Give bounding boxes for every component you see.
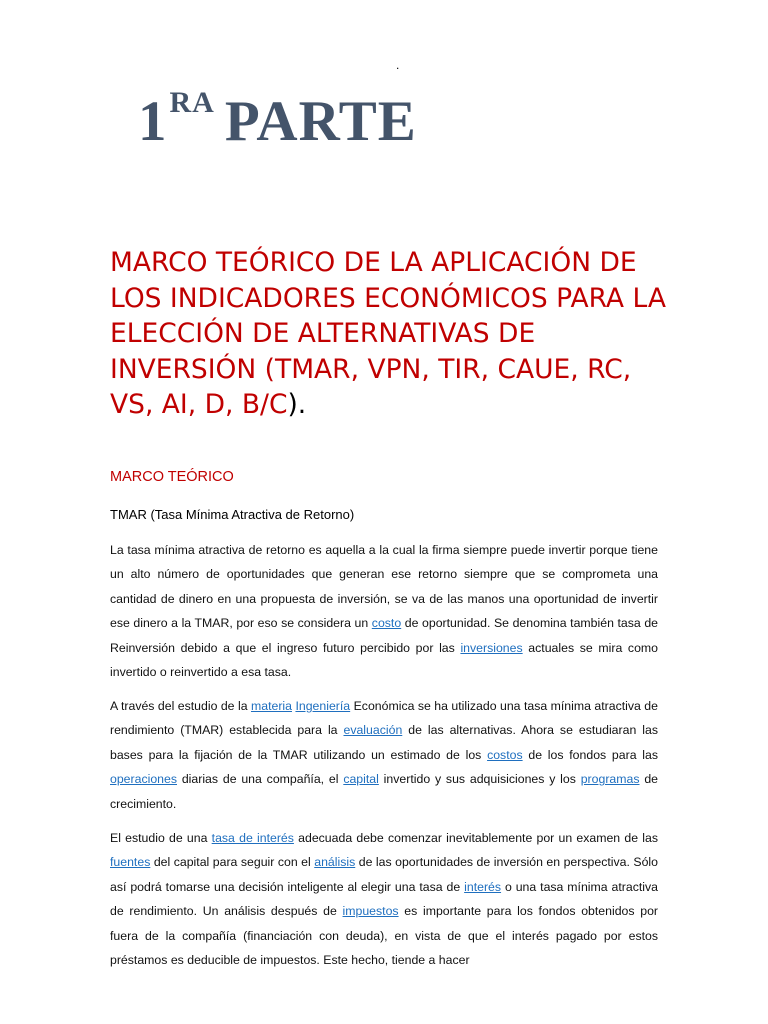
- text-run: de oportunidad. Se denomina también tasa de Reinversión debido a que el ingreso futuro percibido por las: [110, 616, 658, 655]
- text-run: El estudio de una: [110, 831, 212, 845]
- paragraph-tmar-definition: [110, 538, 658, 684]
- document-title: [110, 245, 670, 423]
- part-superscript: RA: [169, 86, 215, 119]
- text-run: La tasa mínima atractiva de retorno es aquella a la cual la firma siempre puede invertir porque tiene un alto número de oportunidades que generan ese retorno siempre que se comprometa una cantidad de dinero en una propuesta de inversión, se va de las manos una oportunidad de invertir ese dinero a la TMAR, por eso se considera un: [110, 543, 658, 631]
- text-run: de las oportunidades de inversión en perspectiva. Sólo así podrá tomarse una decisión inteligente al elegir una tasa de: [110, 855, 658, 894]
- link-fuentes[interactable]: fuentes: [110, 855, 151, 870]
- document-title-main: MARCO TEÓRICO DE LA APLICACIÓN DE LOS INDICADORES ECONÓMICOS PARA LA ELECCIÓN DE ALTERNATIVAS DE INVERSIÓN (TMAR, VPN, TIR, CAUE, RC, VS, AI, D, B/C: [110, 247, 666, 420]
- text-run: adecuada debe comenzar inevitablemente por un examen de las: [293, 831, 658, 845]
- paragraph-interest-rate: [110, 826, 658, 972]
- link-capital[interactable]: capital: [343, 772, 379, 787]
- link-impuestos[interactable]: impuestos: [342, 904, 399, 919]
- text-run: de las alternativas. Ahora se estudiaran las bases para la fijación de la TMAR utilizando un estimado de los: [110, 723, 658, 762]
- text-run: actuales se mira como invertido o reinvertido a esa tasa.: [110, 640, 658, 680]
- text-run: A través del estudio de la: [110, 699, 251, 713]
- text-run: de los fondos para las: [522, 747, 659, 762]
- link-operaciones[interactable]: operaciones: [110, 772, 177, 787]
- text-run: o una tasa mínima atractiva de rendimiento. Un análisis después de: [110, 879, 659, 919]
- link-analisis[interactable]: análisis: [314, 855, 356, 870]
- link-materia[interactable]: materia: [250, 699, 292, 713]
- link-costos[interactable]: costos: [487, 747, 523, 762]
- part-title: [138, 84, 417, 169]
- link-ingenieria[interactable]: Ingeniería: [295, 699, 351, 713]
- link-costo[interactable]: costo: [371, 616, 402, 631]
- link-programas[interactable]: programas: [580, 772, 640, 787]
- text-run: Económica se ha utilizado una tasa mínima atractiva de rendimiento (TMAR) establecida para la: [110, 699, 658, 738]
- part-number: 1: [138, 90, 168, 153]
- page-mark: .: [396, 58, 400, 72]
- subheading: TMAR (Tasa Mínima Atractiva de Retorno): [110, 507, 355, 522]
- document-title-tail: ).: [287, 389, 307, 420]
- link-evaluacion[interactable]: evaluación: [343, 723, 403, 738]
- paragraph-tmar-basis: [110, 694, 658, 816]
- link-tasa-de-interes[interactable]: tasa de interés: [211, 831, 294, 845]
- text-run: es importante para los fondos obtenidos por fuera de la compañía (financiación con deuda), en vista de que el interés pagado por estos préstamos es deducible de impuestos. Este hecho, tiende a hacer: [110, 904, 659, 968]
- part-word: PARTE: [224, 90, 417, 153]
- text-run: del capital para seguir con el: [150, 855, 315, 870]
- text-run: de crecimiento.: [110, 772, 658, 811]
- link-inversiones[interactable]: inversiones: [460, 640, 523, 655]
- text-run: invertido y sus adquisiciones y los: [378, 772, 581, 787]
- section-heading: MARCO TEÓRICO: [110, 469, 234, 485]
- text-run: diarias de una compañía, el: [177, 772, 344, 787]
- link-interes[interactable]: interés: [464, 879, 502, 894]
